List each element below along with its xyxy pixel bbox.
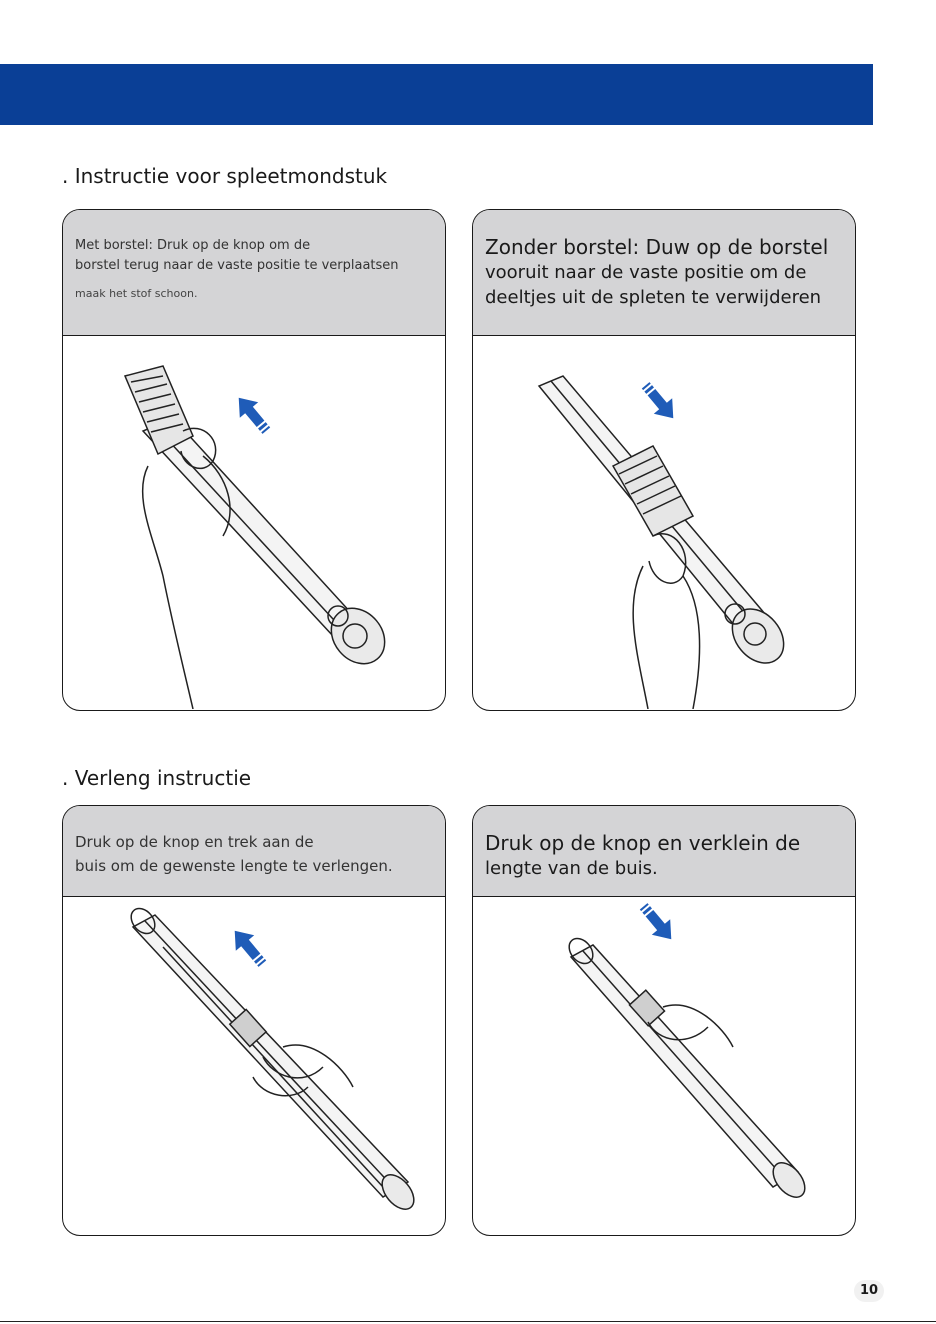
illustration-shorten-tube: [473, 897, 855, 1235]
caption-line: Met borstel: Druk op de knop om de: [75, 238, 311, 253]
extension-tube-illustration: [473, 897, 855, 1235]
arrow-down-right-icon: [634, 899, 680, 947]
card-with-brush: [62, 209, 446, 711]
card-shorten-tube: [472, 805, 856, 1236]
illustration-crevice-with-brush: [63, 336, 445, 709]
caption-line: deeltjes uit de spleten te verwijderen: [485, 287, 822, 308]
caption-line: Druk op de knop en trek aan de: [75, 833, 314, 851]
caption-line: lengte van de buis.: [485, 858, 658, 879]
arrow-down-right-icon: [636, 378, 682, 426]
arrow-up-left-icon: [226, 923, 272, 971]
card-caption: [63, 806, 445, 897]
crevice-tool-illustration: [63, 336, 445, 709]
illustration-extend-tube: [63, 897, 445, 1235]
card-caption: [473, 806, 855, 897]
arrow-up-left-icon: [230, 390, 276, 438]
extension-tube-illustration: [63, 897, 445, 1235]
section-title-crevice: . Instructie voor spleetmondstuk: [62, 164, 388, 188]
card-caption: [63, 210, 445, 336]
caption-line: vooruit naar de vaste positie om de: [485, 262, 807, 283]
header-band: [0, 64, 873, 125]
card-extend-tube: [62, 805, 446, 1236]
caption-line: maak het stof schoon.: [75, 287, 198, 300]
caption-line: Druk op de knop en verklein de: [485, 831, 801, 855]
caption-line: borstel terug naar de vaste positie te verplaatsen: [75, 258, 399, 273]
bottom-rule: [0, 1321, 936, 1322]
card-without-brush: [472, 209, 856, 711]
crevice-tool-illustration: [473, 336, 855, 709]
caption-line: buis om de gewenste lengte te verlengen.: [75, 857, 393, 875]
illustration-crevice-without-brush: [473, 336, 855, 709]
card-caption: [473, 210, 855, 336]
page-number: 10: [854, 1280, 884, 1302]
section-title-extend: . Verleng instructie: [62, 766, 252, 790]
caption-line: Zonder borstel: Duw op de borstel: [485, 235, 829, 259]
